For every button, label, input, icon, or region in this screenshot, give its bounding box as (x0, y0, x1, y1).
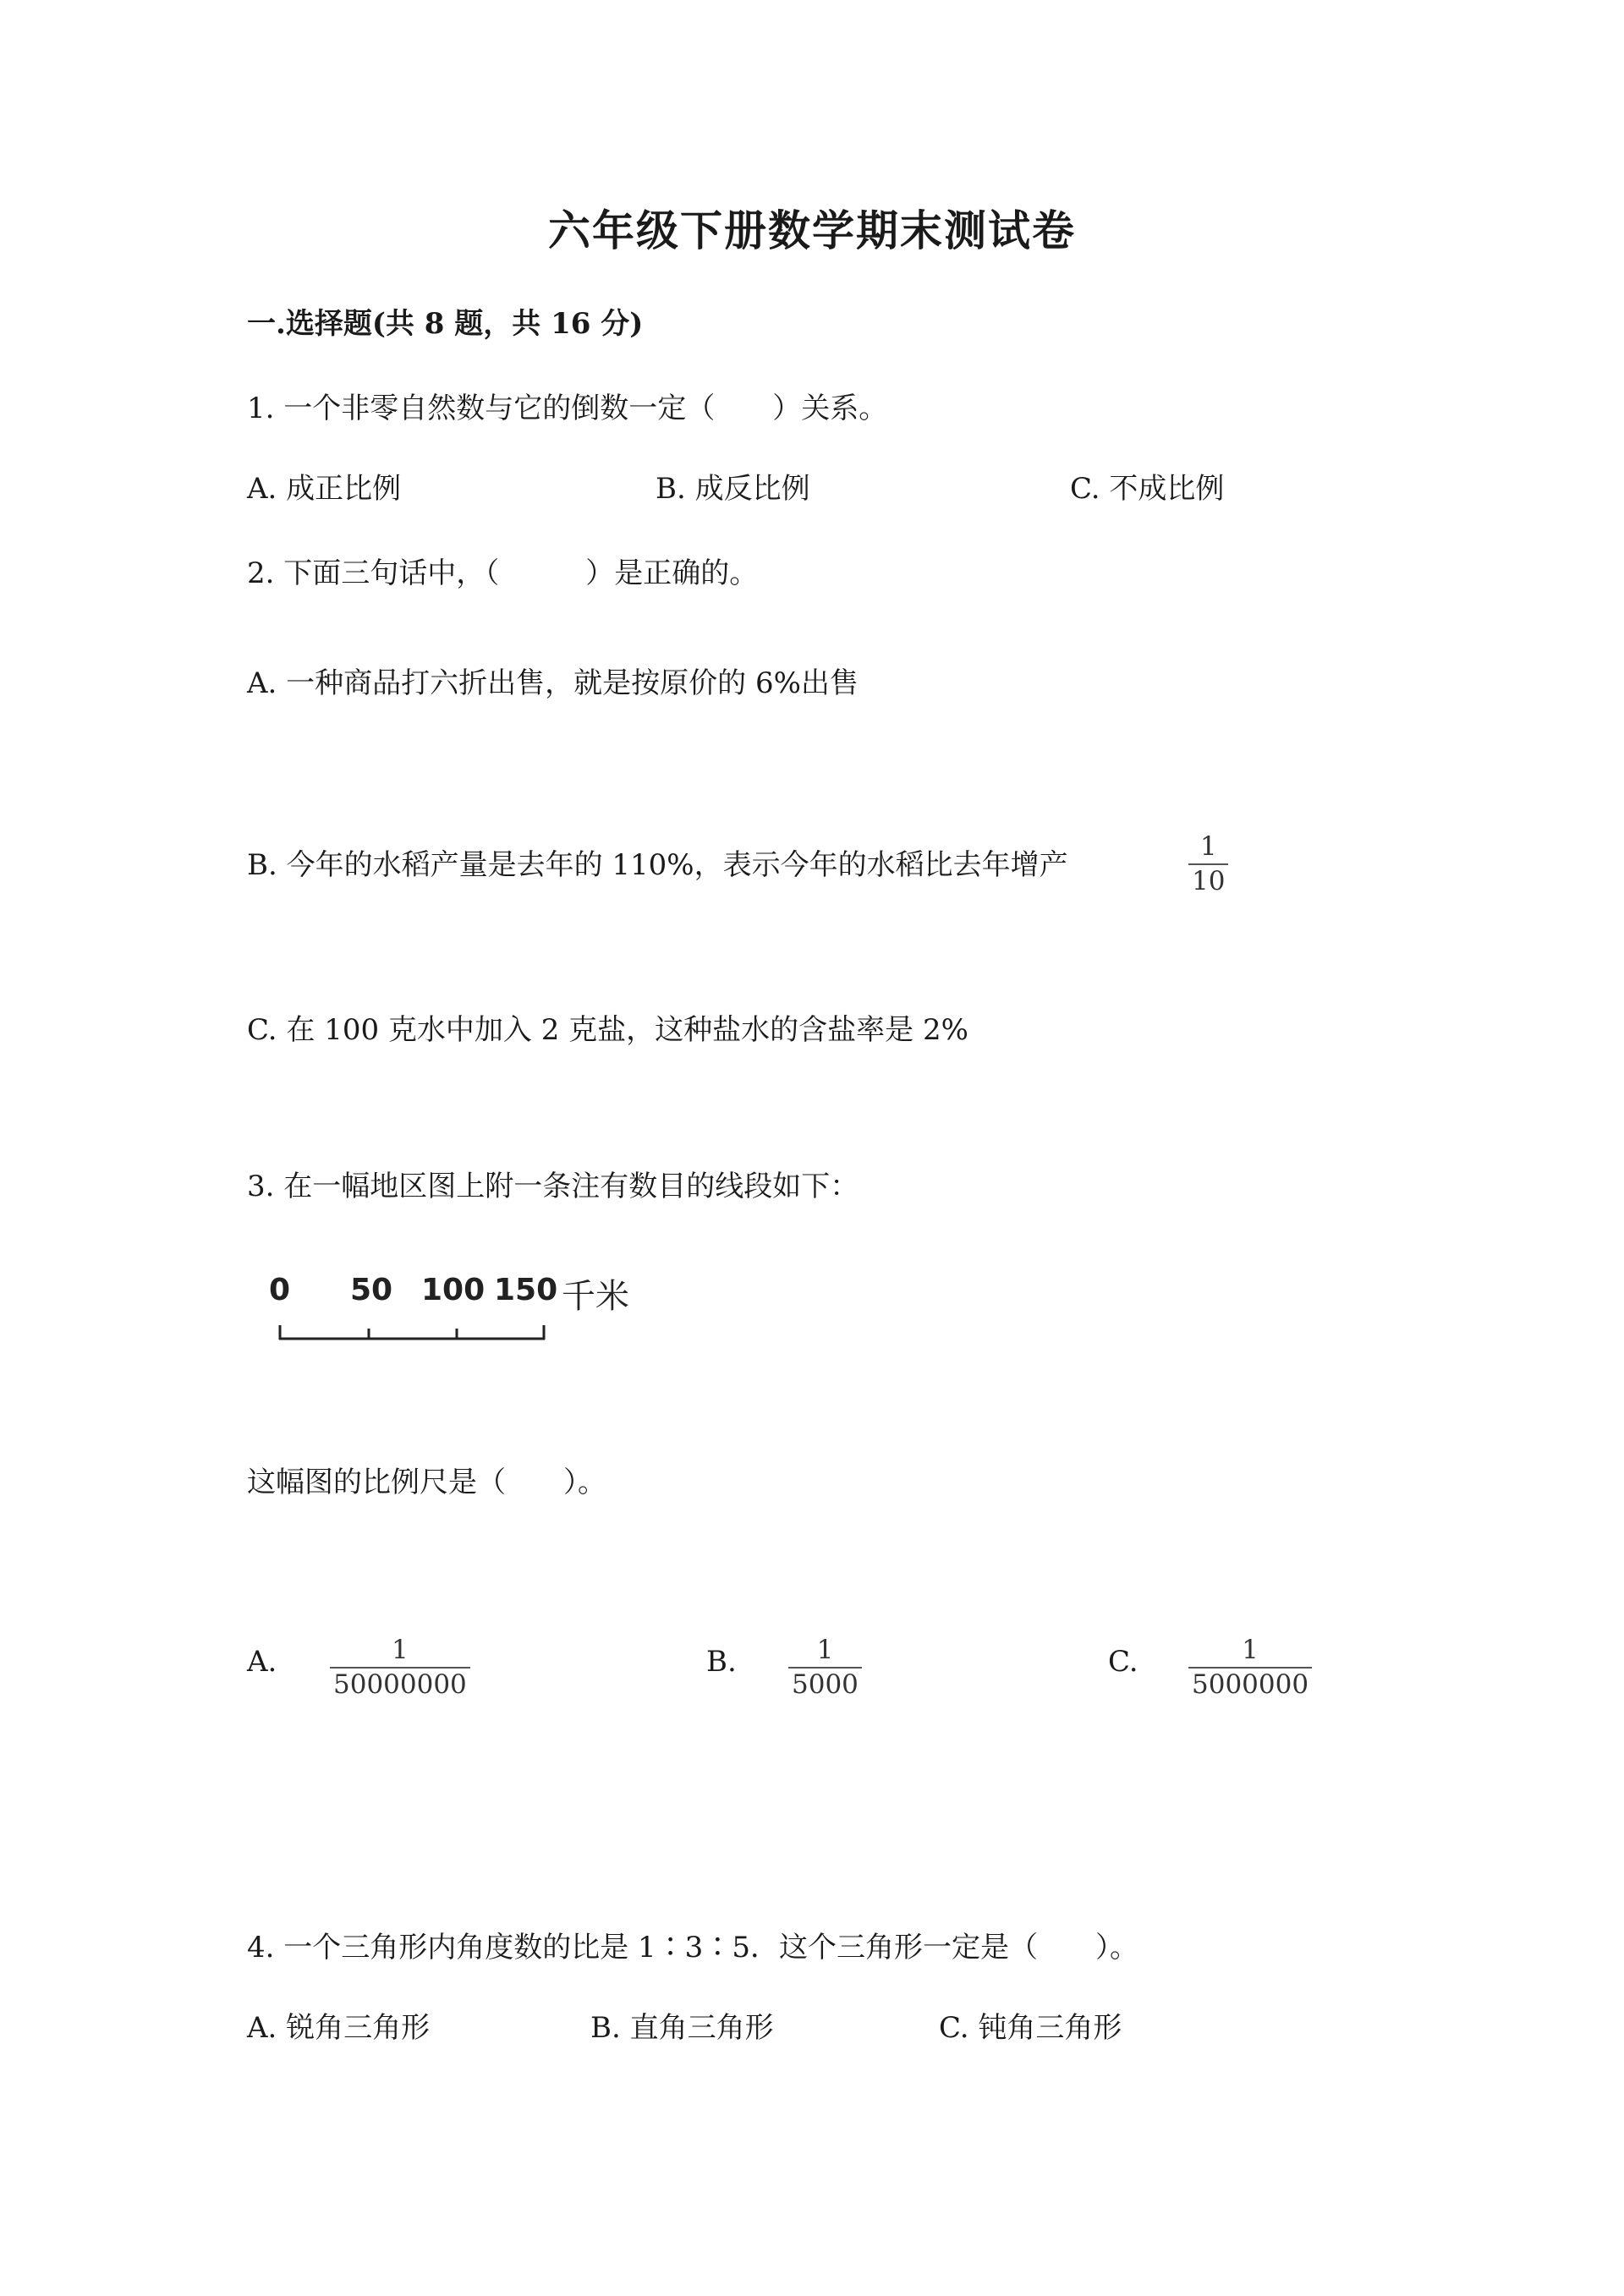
q2-option-b: B. 今年的水稻产量是去年的 110%，表示今年的水稻比去年增产 (247, 848, 1068, 882)
scale-bar (269, 1273, 658, 1349)
q2-option-a: A. 一种商品打六折出售，就是按原价的 6%出售 (247, 666, 859, 700)
q3-option-b-label: B. (706, 1645, 737, 1679)
q4-option-a: A. 锐角三角形 (247, 2011, 431, 2045)
fraction-numerator: 1 (392, 1635, 409, 1665)
question-4: 4. 一个三角形内角度数的比是 1∶3∶5．这个三角形一定是（ ）。 (247, 1931, 1138, 1964)
q4-option-c: C. 钝角三角形 (939, 2011, 1122, 2045)
question-3: 3. 在一幅地区图上附一条注有数目的线段如下： (247, 1170, 859, 1203)
q3-option-c-fraction (1188, 1636, 1312, 1698)
q2-option-c: C. 在 100 克水中加入 2 克盐，这种盐水的含盐率是 2% (247, 1013, 968, 1047)
q1-option-c: C. 不成比例 (1070, 472, 1225, 506)
fraction-denominator: 5000000 (1188, 1667, 1312, 1699)
q3-option-a-label: A. (247, 1645, 277, 1679)
scale-label-100: 100 (421, 1273, 486, 1307)
q2-option-b-fraction (1188, 833, 1228, 895)
question-3-followup: 这幅图的比例尺是（ ）。 (247, 1466, 606, 1499)
scale-label-0: 0 (269, 1273, 291, 1307)
scale-label-50: 50 (350, 1273, 393, 1307)
fraction-denominator: 5000 (788, 1667, 862, 1699)
q1-option-a: A. 成正比例 (247, 472, 402, 506)
q3-option-c-label: C. (1108, 1645, 1138, 1679)
q1-option-b: B. 成反比例 (656, 472, 810, 506)
section-heading: 一.选择题(共 8 题，共 16 分) (247, 307, 644, 341)
q3-option-a-fraction (330, 1636, 470, 1698)
fraction-denominator: 10 (1188, 863, 1228, 896)
scale-unit: 千米 (562, 1277, 629, 1316)
fraction-numerator: 1 (1242, 1635, 1259, 1665)
page-title: 六年级下册数学期末测试卷 (548, 205, 1076, 255)
scale-line (269, 1315, 557, 1349)
scale-label-150: 150 (494, 1273, 558, 1307)
q3-option-b-fraction (788, 1636, 862, 1698)
fraction-numerator: 1 (1199, 831, 1217, 862)
question-1: 1. 一个非零自然数与它的倒数一定（ ）关系。 (247, 392, 888, 425)
fraction-denominator: 50000000 (330, 1667, 470, 1699)
q4-option-b: B. 直角三角形 (590, 2011, 774, 2045)
fraction-numerator: 1 (816, 1635, 834, 1665)
question-2: 2. 下面三句话中，（ ）是正确的。 (247, 556, 759, 590)
